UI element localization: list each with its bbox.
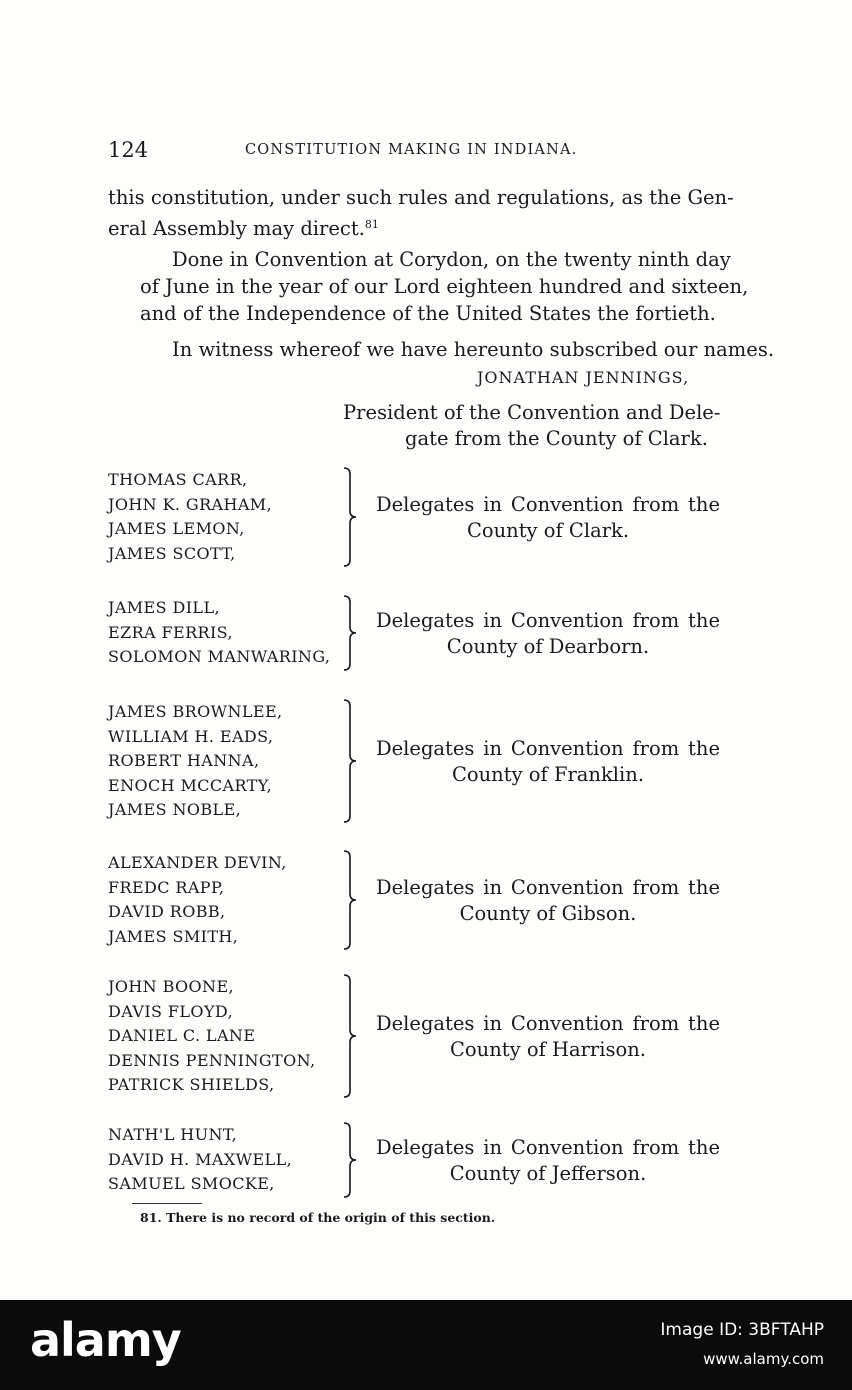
signatory-role-line: President of the Convention and Dele-: [343, 401, 721, 424]
delegate-name: SOLOMON MANWARING,: [108, 647, 331, 666]
delegation-line: Delegates in Convention from the: [376, 1012, 720, 1035]
brace-icon: [340, 849, 360, 951]
delegation-line: Delegates in Convention from the: [376, 876, 720, 899]
delegate-names: [108, 1123, 292, 1197]
signatory-name: JONATHAN JENNINGS,: [477, 368, 690, 387]
delegate-name: FREDC RAPP,: [108, 877, 225, 897]
delegation-clark: [108, 468, 728, 568]
paragraph-line: and of the Independence of the United States the fortieth.: [140, 302, 716, 325]
brace-icon: [340, 466, 360, 568]
delegate-name: JAMES NOBLE,: [108, 800, 242, 819]
running-title: CONSTITUTION MAKING IN INDIANA.: [245, 142, 578, 158]
paragraph-line: this constitution, under such rules and regulations, as the Gen-: [108, 186, 734, 209]
delegation-harrison: [108, 975, 728, 1100]
delegate-names: [108, 975, 315, 1098]
delegate-name: JAMES DILL,: [108, 598, 220, 617]
delegate-name: THOMAS CARR,: [108, 470, 248, 489]
delegate-name: JAMES LEMON,: [108, 519, 245, 538]
delegate-names: [108, 468, 272, 566]
delegate-name: ALEXANDER DEVIN,: [108, 853, 287, 872]
delegate-name: SAMUEL SMOCKE,: [108, 1174, 275, 1193]
watermark-logo: alamy: [30, 1313, 181, 1367]
delegation-county: County of Jefferson.: [449, 1162, 647, 1185]
delegation-description: [376, 1011, 720, 1063]
delegation-county: County of Franklin.: [451, 763, 645, 786]
paragraph-done-in-convention: [140, 246, 749, 327]
paragraph-line: of June in the year of our Lord eighteen hundred and sixteen,: [140, 275, 749, 298]
brace-icon: [340, 594, 360, 672]
delegate-name: DAVIS FLOYD,: [108, 1001, 234, 1021]
delegation-gibson: [108, 851, 728, 951]
delegate-name: PATRICK SHIELDS,: [108, 1075, 275, 1094]
delegation-county: County of Gibson.: [459, 902, 637, 925]
brace-icon: [340, 1121, 360, 1199]
paragraph-constitution: [108, 184, 734, 242]
delegation-county: County of Clark.: [466, 519, 630, 542]
delegation-description: [376, 1135, 720, 1187]
delegate-name: ROBERT HANNA,: [108, 751, 260, 770]
footnote-divider: [132, 1203, 202, 1204]
delegation-jefferson: [108, 1123, 728, 1198]
delegation-description: [376, 608, 720, 660]
delegate-name: JOHN BOONE,: [108, 977, 235, 996]
signatory-role-line: gate from the County of Clark.: [405, 427, 708, 450]
delegation-description: [376, 736, 720, 788]
delegate-names: [108, 596, 330, 670]
delegate-name: DAVID ROBB,: [108, 902, 226, 921]
delegate-name: DENNIS PENNINGTON,: [108, 1050, 316, 1070]
paragraph-text: eral Assembly may direct.: [108, 217, 365, 240]
watermark-url: www.alamy.com: [703, 1350, 824, 1368]
footnote-reference: 81: [364, 218, 379, 231]
delegation-description: [376, 875, 720, 927]
delegate-names: [108, 700, 283, 823]
delegate-name: ENOCH MCCARTY,: [108, 775, 273, 795]
brace-icon: [340, 973, 360, 1099]
delegation-dearborn: [108, 596, 728, 671]
paragraph-line: Done in Convention at Corydon, on the twenty ninth day: [172, 248, 731, 271]
delegation-description: [376, 492, 720, 544]
delegation-county: County of Dearborn.: [446, 635, 650, 658]
delegate-name: JOHN K. GRAHAM,: [108, 494, 273, 514]
delegate-name: JAMES SCOTT,: [108, 543, 236, 563]
delegation-line: Delegates in Convention from the: [376, 737, 720, 760]
delegation-line: Delegates in Convention from the: [376, 609, 720, 632]
delegate-name: JAMES SMITH,: [108, 926, 239, 946]
delegate-name: EZRA FERRIS,: [108, 622, 233, 642]
signatory-role: [343, 400, 723, 452]
delegate-name: NATH'L HUNT,: [108, 1125, 238, 1144]
page-number: 124: [108, 138, 149, 162]
delegation-county: County of Harrison.: [450, 1038, 646, 1061]
delegate-name: JAMES BROWNLEE,: [108, 702, 283, 721]
delegate-name: WILLIAM H. EADS,: [108, 726, 274, 746]
footnote: 81. There is no record of the origin of this section.: [140, 1210, 496, 1225]
brace-icon: [340, 698, 360, 824]
delegate-name: DANIEL C. LANE: [108, 1026, 256, 1045]
watermark-image-id: Image ID: 3BFTAHP: [660, 1320, 824, 1340]
delegation-line: Delegates in Convention from the: [376, 1136, 720, 1159]
paragraph-line: [108, 211, 722, 242]
paragraph-witness: In witness whereof we have hereunto subscribed our names.: [172, 338, 775, 361]
delegate-names: [108, 851, 287, 949]
delegation-line: Delegates in Convention from the: [376, 493, 720, 516]
delegation-franklin: [108, 700, 728, 825]
delegate-name: DAVID H. MAXWELL,: [108, 1149, 293, 1169]
